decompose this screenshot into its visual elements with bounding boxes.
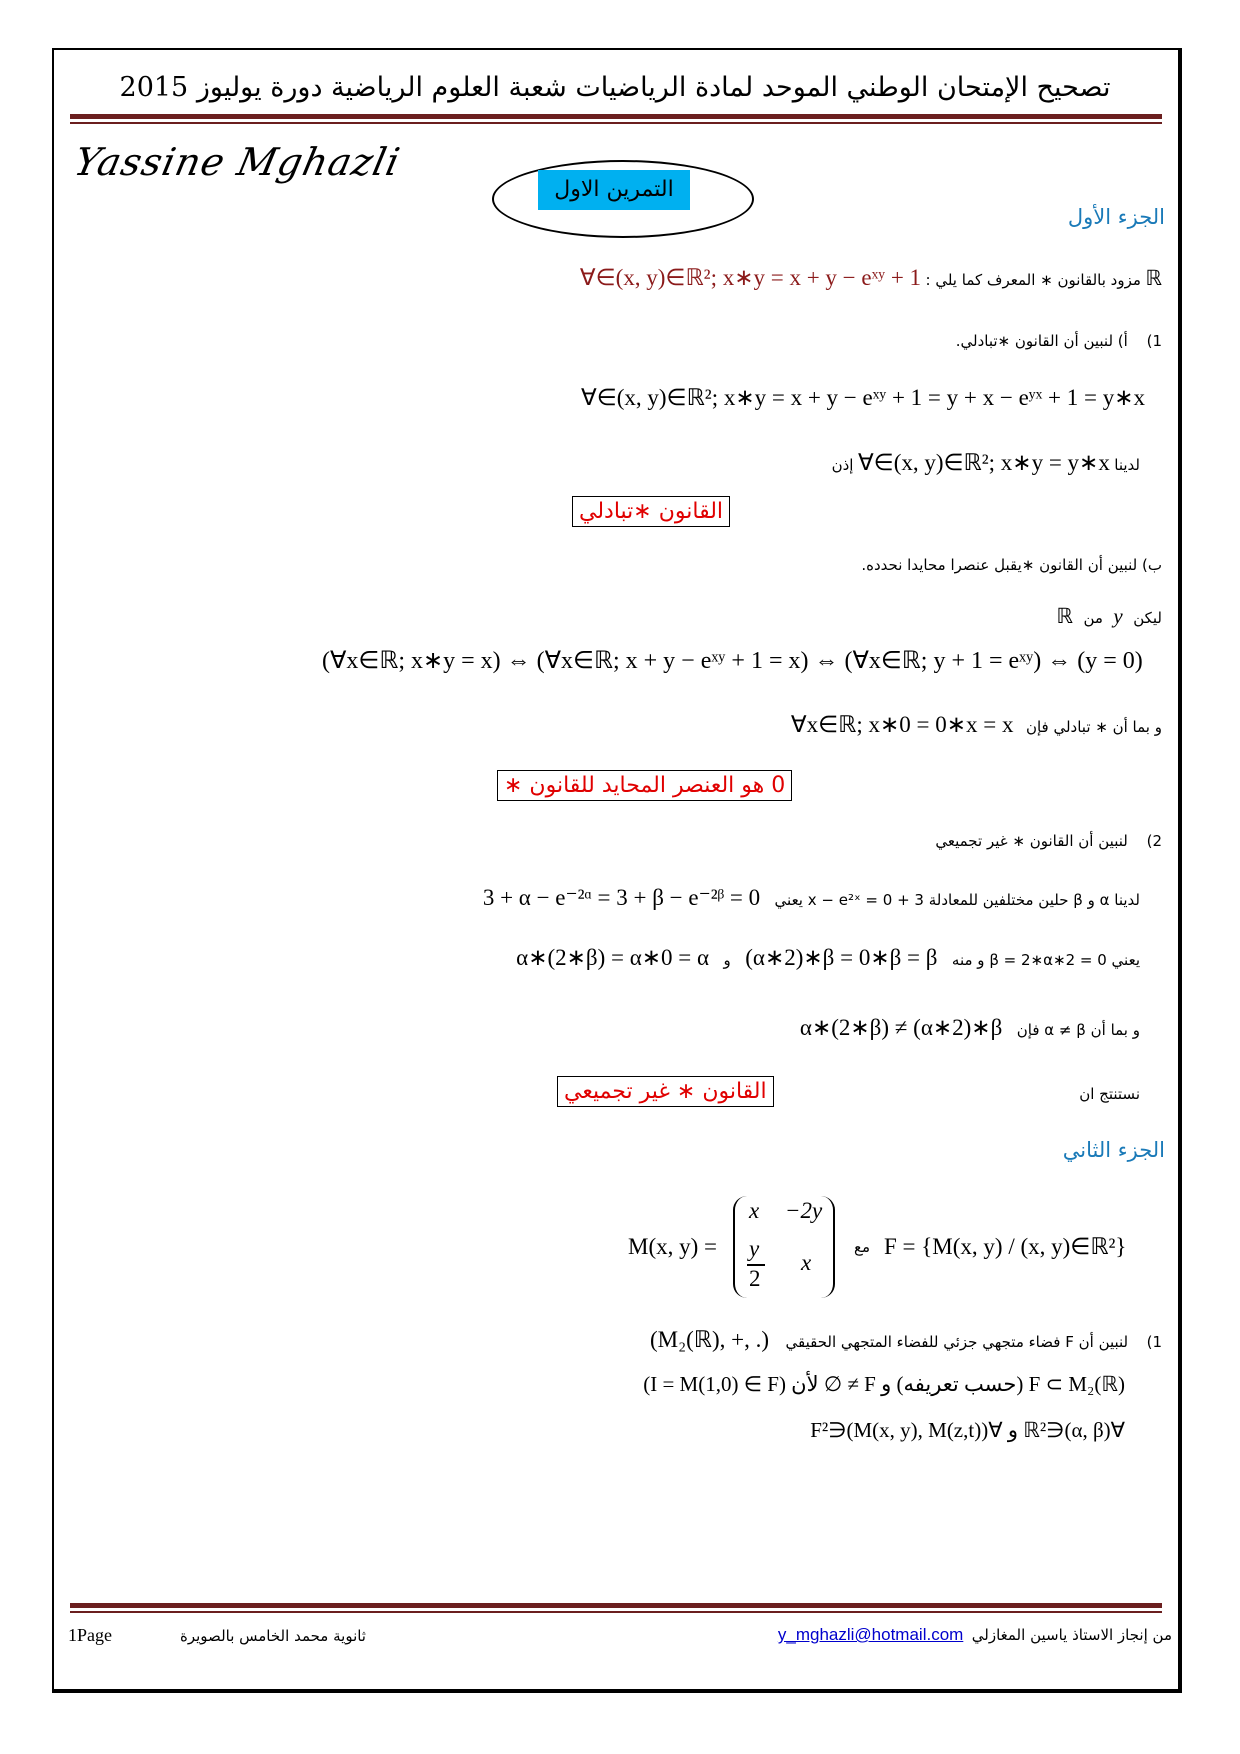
q2-line3-eq: α∗(2∗β) ≠ (α∗2)∗β [799, 1015, 1003, 1040]
F-definition-line [628, 1196, 1158, 1306]
q1b-let-set: ℝ [1056, 604, 1074, 628]
q1a-number: 1) [1146, 332, 1162, 350]
F-definition: F = {M(x, y) / (x, y)∈ℝ²} [884, 1234, 1127, 1259]
page-title: تصحيح الإمتحان الوطني الموحد لمادة الرياضيات شعبة العلوم الرياضية دورة يوليوز 2015 [119, 72, 1111, 103]
q1b-eq: (∀x∈ℝ; x∗y = x) ⇔ (∀x∈ℝ; x + y − eˣʸ + 1 = x) ⇔ (∀x∈ℝ; y + 1 = eˣʸ) ⇔ (y = 0) [322, 648, 1143, 674]
q1b-since-line [791, 712, 1162, 738]
p2-q1-line [650, 1327, 1162, 1353]
footer-rule [70, 1603, 1162, 1608]
intro-formula: ∀∈(x, y)∈ℝ²; x∗y = x + y − eˣʸ + 1 [579, 265, 922, 290]
q2-line1-text: لدينا α و β حلين مختلفين للمعادلة 3 + x − e²ˣ = 0 يعني [774, 891, 1140, 909]
q2-number: 2) [1146, 832, 1162, 850]
q2-result: القانون ∗ غير تجميعي [557, 1076, 774, 1107]
matrix [733, 1196, 835, 1298]
header-rule-thin [70, 122, 1162, 124]
footer-school: ثانوية محمد الخامس بالصويرة [180, 1627, 366, 1645]
law-definition [580, 265, 1162, 291]
q1b-since-text: و بما أن ∗ تبادلي فإن [1025, 718, 1162, 736]
q2-line2-text: يعني 0 = 2∗β = 2∗α و منه [951, 951, 1140, 969]
q2-line1 [483, 885, 1140, 911]
q2-conclude: نستنتج ان [1079, 1085, 1140, 1103]
intro-set: ℝ [1145, 266, 1162, 290]
q1a-eq2-prefix: لدينا [1114, 456, 1140, 474]
q1a-eq2-suffix: إذن [831, 456, 854, 474]
q1a-eq2: ∀∈(x, y)∈ℝ²; x∗y = y∗x [857, 450, 1110, 475]
q2-line2-eq2: α∗(2∗β) = α∗0 = α [516, 945, 710, 970]
intro-text: مزود بالقانون ∗ المعرف كما يلي : [925, 271, 1141, 289]
with-word: مع [854, 1238, 871, 1256]
q2-line2-eq1: (α∗2)∗β = 0∗β = β [745, 945, 938, 970]
header-rule [70, 114, 1162, 119]
matrix-a11: x [749, 1198, 760, 1223]
page-frame [52, 48, 1182, 1693]
footer-author: من إنجاز الاستاذ ياسين المغازلي [971, 1626, 1172, 1644]
q1a-eq1: ∀∈(x, y)∈ℝ²; x∗y = x + y − eˣʸ + 1 = y + x − eʸˣ + 1 = y∗x [580, 385, 1145, 410]
q2-line2-and: و [723, 951, 731, 969]
matrix-a21-num: y [749, 1236, 760, 1261]
q1a-eq2-line [832, 450, 1140, 476]
part2-title: الجزء الثاني [1062, 1138, 1165, 1162]
q2-line [935, 832, 1162, 850]
q1a-line [956, 332, 1162, 350]
p2-q1-line2: F ⊂ M₂(ℝ) (حسب تعريفه) و F ≠ ∅ لأن (I = M(1,0) ∈ F) [643, 1372, 1125, 1396]
q1b-let-from: من [1083, 609, 1103, 627]
matrix-a21-den: 2 [749, 1266, 761, 1291]
q2-line2 [516, 945, 1140, 971]
q1b-text: ب) لنبين أن القانون ∗يقبل عنصرا محايدا نحدده. [861, 556, 1162, 574]
q2-text: لنبين أن القانون ∗ غير تجميعي [935, 832, 1128, 850]
exercise-title: التمرين الاول [538, 170, 690, 210]
matrix-a22: x [801, 1250, 812, 1275]
footer-email-link[interactable]: y_mghazli@hotmail.com [777, 1625, 964, 1644]
q1b-result: 0 هو العنصر المحايد للقانون ∗ [497, 770, 792, 801]
p2-q1-space: (M₂(ℝ), +, .) [649, 1327, 770, 1352]
footer-author-line [778, 1625, 1172, 1645]
q1b-let-var: y [1113, 604, 1123, 628]
M-label: M(x, y) = [628, 1234, 717, 1259]
part1-title: الجزء الأول [1067, 205, 1165, 229]
p2-q1-line3: ∀(α, β)∈ℝ² و ∀(M(x, y), M(z,t))∈F² [810, 1418, 1125, 1442]
q1a-text: أ) لنبين أن القانون ∗تبادلي. [955, 332, 1128, 350]
matrix-a12: −2y [785, 1198, 823, 1223]
q1b-let-text: ليكن [1133, 609, 1162, 627]
p2-q1-text: لنبين أن F فضاء متجهي جزئي للفضاء المتجهي الحقيقي [785, 1333, 1129, 1351]
q2-line1-eq: 3 + α − e⁻²ᵅ = 3 + β − e⁻²ᵝ = 0 [482, 885, 761, 910]
signature: Yassine Mghazli [70, 140, 405, 184]
footer-rule-thin [70, 1611, 1162, 1613]
q2-line3 [800, 1015, 1140, 1041]
q2-line3-text: و بما أن α ≠ β فإن [1016, 1021, 1140, 1039]
q1b-let-line [1056, 604, 1162, 629]
p2-q1-number: 1) [1146, 1333, 1162, 1351]
q1b-since-eq: ∀x∈ℝ; x∗0 = 0∗x = x [790, 712, 1014, 737]
footer-page: 1Page [68, 1625, 112, 1645]
q1a-result: القانون ∗تبادلي [572, 496, 730, 527]
